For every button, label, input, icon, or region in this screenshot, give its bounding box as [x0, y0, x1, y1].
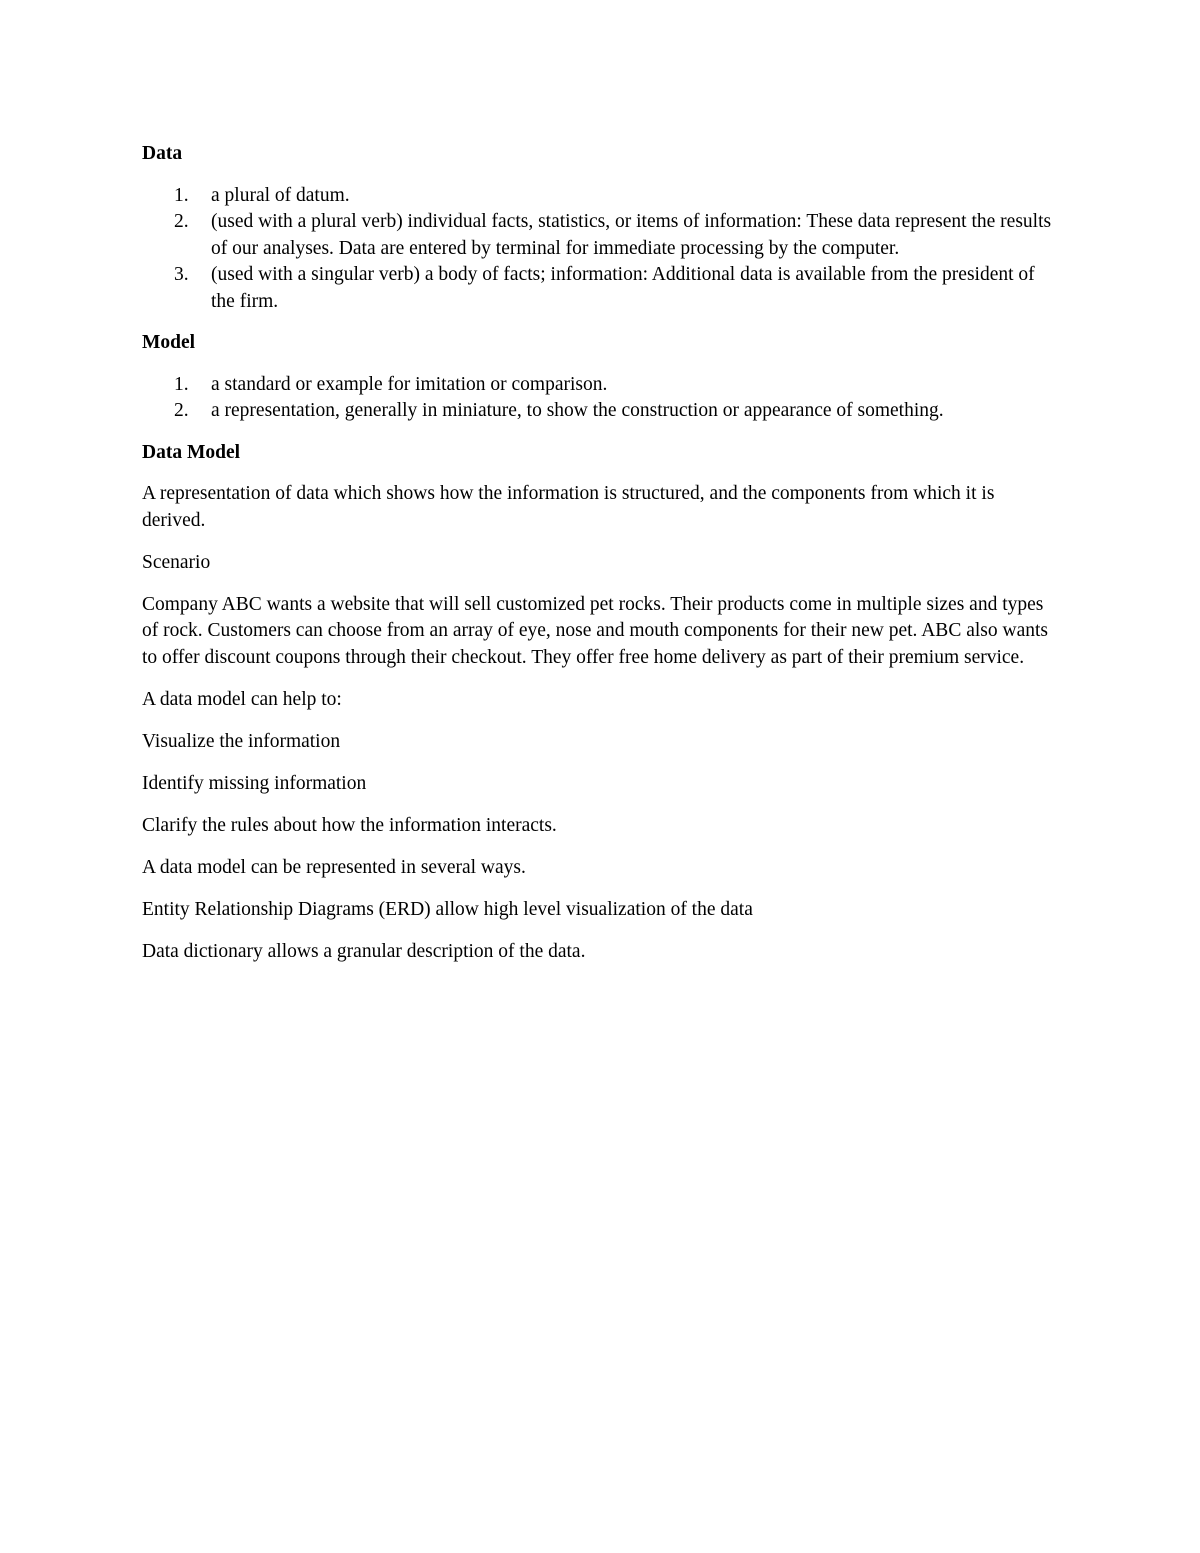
- scenario-description: Company ABC wants a website that will sell customized pet rocks. Their products come in multiple sizes and types of rock. Customers can choose from an array of eye, nose and mouth components for their new pet. ABC also wants to offer discount coupons through their checkout. They offer free home delivery as part of their premium service.: [142, 593, 1048, 668]
- heading-data-model: Data Model: [142, 441, 241, 463]
- paragraph: A data model can be represented in several ways.: [142, 856, 526, 878]
- data-definitions-list: [142, 183, 1057, 316]
- paragraph: Visualize the information: [142, 730, 341, 752]
- list-item-text: (used with a plural verb) individual facts, statistics, or items of information: These data represent the results of our analyses. Data are entered by terminal for immediate processing by the computer.: [211, 211, 1052, 259]
- document-page: [142, 141, 1057, 981]
- paragraph: Clarify the rules about how the information interacts.: [142, 814, 557, 836]
- data-model-definition: A representation of data which shows how the information is structured, and the components from which it is derived.: [142, 483, 995, 531]
- list-number: 3.: [174, 264, 189, 285]
- list-number: 2.: [174, 400, 189, 421]
- list-item: [142, 183, 1057, 210]
- list-item: [142, 372, 1057, 399]
- paragraph: Identify missing information: [142, 772, 367, 794]
- list-item-text: (used with a singular verb) a body of facts; information: Additional data is available from the president of the firm.: [211, 264, 1035, 312]
- paragraph: Data dictionary allows a granular description of the data.: [142, 940, 586, 962]
- list-number: 1.: [174, 373, 189, 395]
- heading-data: Data: [142, 143, 183, 164]
- list-item: [142, 398, 1057, 425]
- list-item: [142, 262, 1057, 315]
- paragraph: A data model can help to:: [142, 688, 342, 710]
- model-definitions-list: [142, 372, 1057, 425]
- list-item-text: a representation, generally in miniature, to show the construction or appearance of something.: [211, 400, 944, 421]
- list-number: 1.: [174, 184, 189, 206]
- list-item: [142, 209, 1057, 262]
- list-item-text: a plural of datum.: [211, 184, 350, 206]
- scenario-label: Scenario: [142, 551, 211, 573]
- heading-model: Model: [142, 332, 196, 353]
- list-item-text: a standard or example for imitation or comparison.: [211, 373, 608, 395]
- list-number: 2.: [174, 211, 189, 232]
- paragraph: Entity Relationship Diagrams (ERD) allow high level visualization of the data: [142, 898, 753, 920]
